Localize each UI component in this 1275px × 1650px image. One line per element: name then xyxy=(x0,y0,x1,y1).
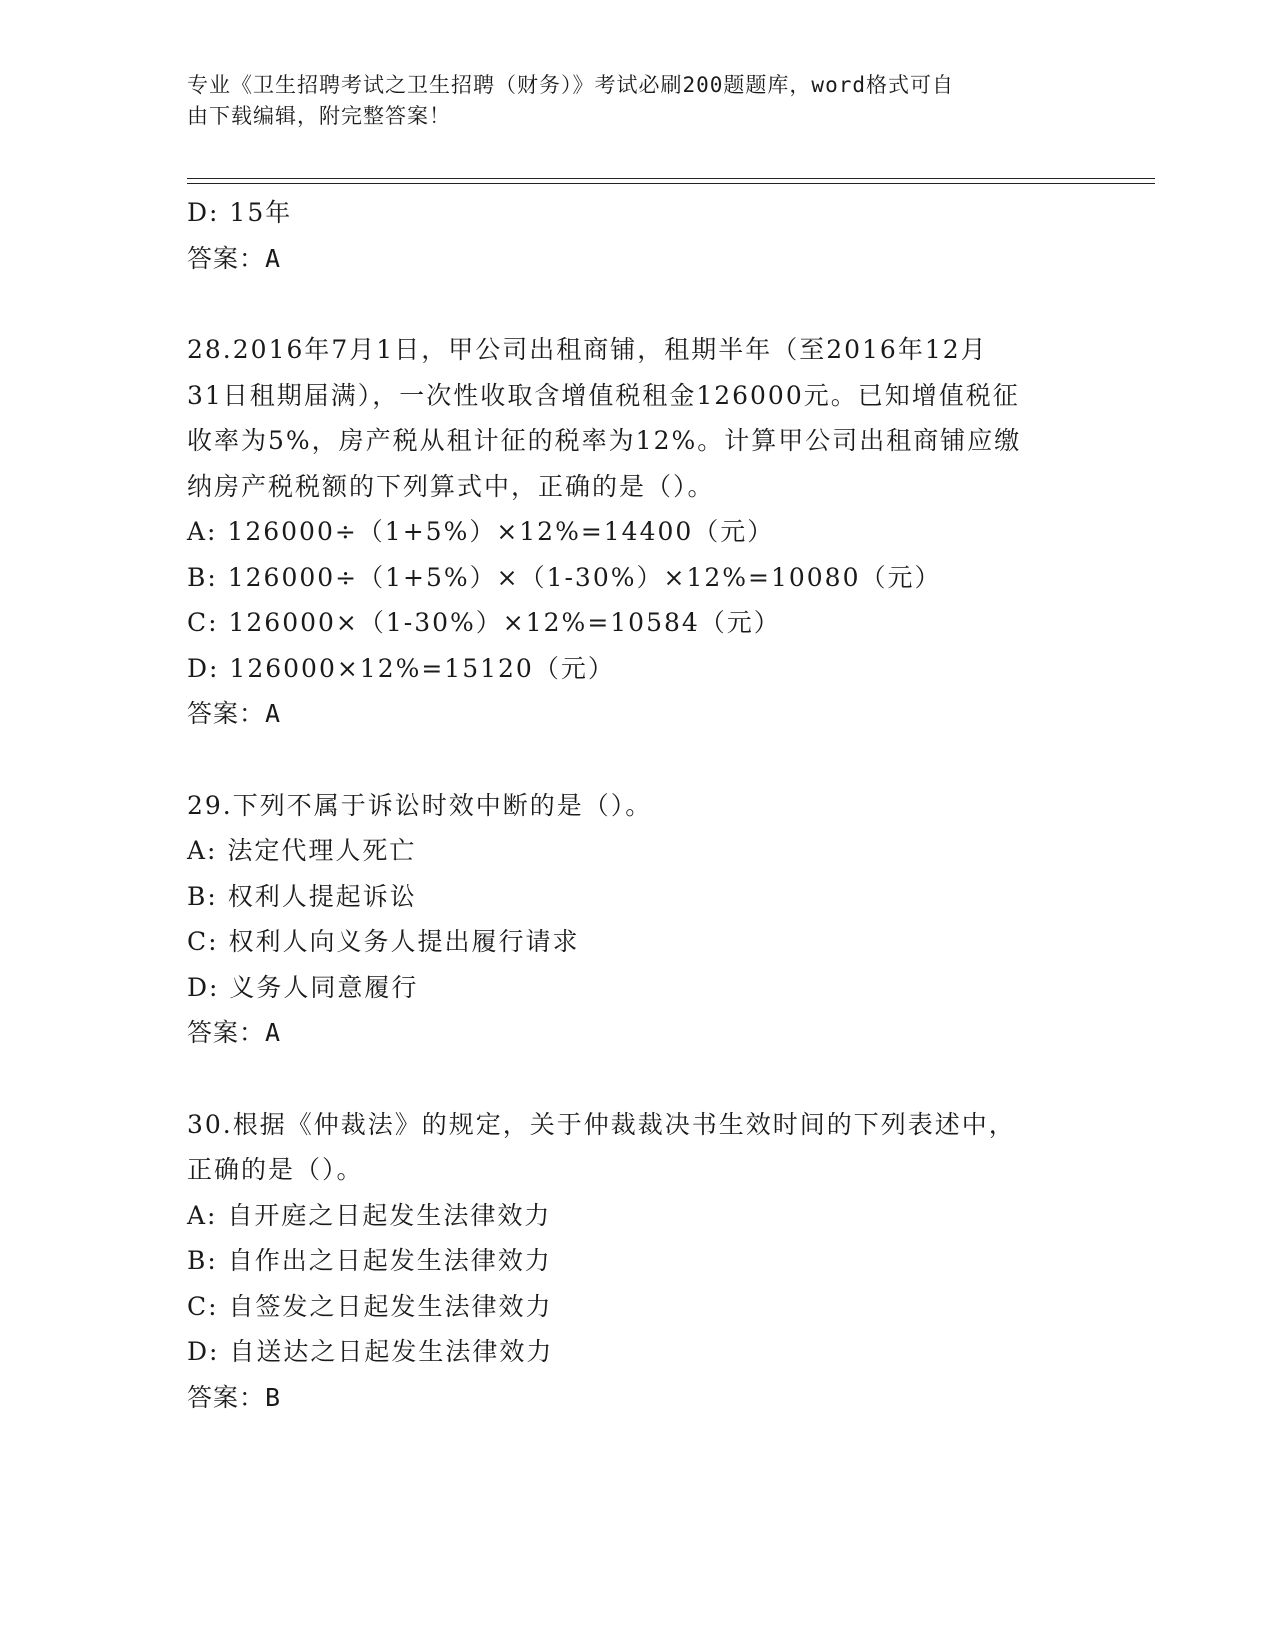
question-30 xyxy=(187,1102,1087,1421)
question-28 xyxy=(187,327,1087,737)
previous-question-tail xyxy=(187,190,1087,281)
page-header xyxy=(187,70,1067,132)
header-line-1: 专业《卫生招聘考试之卫生招聘（财务）》考试必刷200题题库，word格式可自 xyxy=(187,73,954,97)
option-c: C: 自签发之日起发生法律效力 xyxy=(187,1291,553,1321)
question-stem-line: 28.2016年7月1日，甲公司出租商铺，租期半年（至2016年12月 xyxy=(187,335,988,364)
answer-line: 答案：A xyxy=(187,243,282,273)
option-b: B: 自作出之日起发生法律效力 xyxy=(187,1246,552,1275)
option-c: C: 126000×（1-30%）×12%=10584（元） xyxy=(187,608,781,637)
option-a: A: 法定代理人死亡 xyxy=(187,836,417,865)
option-a: A: 126000÷（1+5%）×12%=14400（元） xyxy=(187,517,775,546)
question-stem-line: 31日租期届满），一次性收取含增值税租金126000元。已知增值税征 xyxy=(187,380,1020,410)
option-d: D: 15年 xyxy=(187,198,293,227)
question-stem-line: 正确的是（）。 xyxy=(187,1155,364,1184)
option-c: C: 权利人向义务人提出履行请求 xyxy=(187,927,580,956)
option-b: B: 126000÷（1+5%）×（1-30%）×12%=10080（元） xyxy=(187,562,942,592)
option-d: D: 义务人同意履行 xyxy=(187,972,419,1002)
answer-line: 答案：A xyxy=(187,699,282,728)
answer-line: 答案：B xyxy=(187,1382,282,1412)
option-d: D: 126000×12%=15120（元） xyxy=(187,653,615,683)
header-divider xyxy=(187,178,1155,184)
option-d: D: 自送达之日起发生法律效力 xyxy=(187,1337,554,1366)
header-line-2: 由下载编辑，附完整答案！ xyxy=(187,104,451,128)
answer-line: 答案：A xyxy=(187,1018,282,1047)
question-stem-line: 29.下列不属于诉讼时效中断的是（）。 xyxy=(187,790,653,820)
question-stem-line: 30.根据《仲裁法》的规定，关于仲裁裁决书生效时间的下列表述中， xyxy=(187,1109,1016,1139)
option-b: B: 权利人提起诉讼 xyxy=(187,881,417,911)
question-stem-line: 收率为5%，房产税从租计征的税率为12%。计算甲公司出租商铺应缴 xyxy=(187,426,1022,455)
document-body xyxy=(187,190,1087,1420)
option-a: A: 自开庭之日起发生法律效力 xyxy=(187,1200,552,1230)
question-29 xyxy=(187,783,1087,1056)
question-stem-line: 纳房产税税额的下列算式中，正确的是（）。 xyxy=(187,471,715,501)
